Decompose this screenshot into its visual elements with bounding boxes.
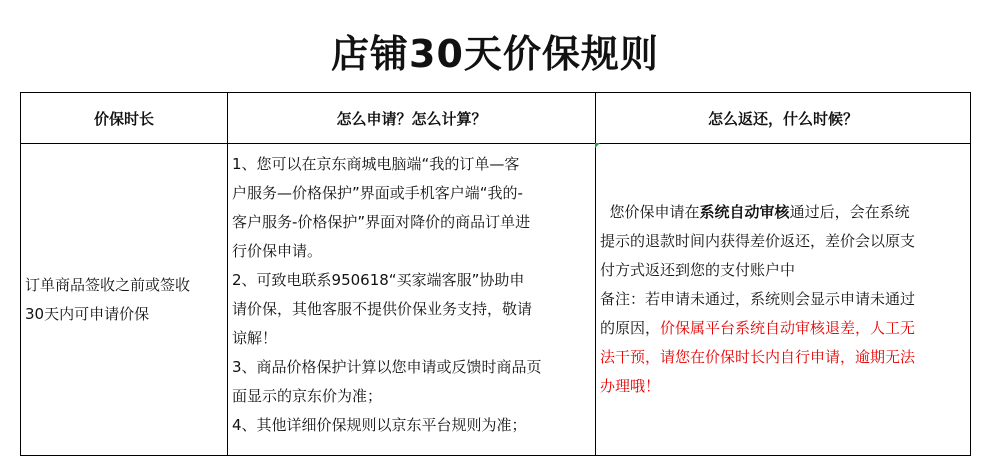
apply-text-line: 谅解！ [232, 329, 278, 347]
refund-text-line: 提示的退款时间内获得差价返还，差价会以原支 [600, 232, 916, 250]
refund-line1-suffix: 通过后，会在系统 [789, 203, 910, 221]
cell-comment-marker [595, 143, 600, 148]
table-header-row [21, 93, 971, 144]
refund-text-line: 付方式返还到您的支付账户中 [600, 261, 796, 279]
apply-text-line: 户服务—价格保护”界面或手机客户端“我的- [232, 184, 523, 202]
duration-cell [21, 144, 228, 456]
table-row [21, 144, 971, 456]
apply-text-line: 客户服务-价格保护”界面对降价的商品订单进 [232, 213, 531, 231]
apply-text-line: 行价保申请。 [232, 242, 323, 260]
header-how-to-refund: 怎么返还，什么时候？ [596, 93, 971, 144]
refund-note-line: 备注：若申请未通过，系统则会显示申请未通过 [600, 290, 916, 308]
apply-method-cell [228, 144, 596, 456]
auto-review-emphasis: 系统自动审核 [699, 203, 790, 221]
price-protection-rules-table [20, 92, 971, 456]
refund-text-line [600, 198, 966, 227]
warning-text: 价保属平台系统自动审核退差，人工无 [660, 319, 916, 337]
refund-line5-prefix: 的原因， [600, 319, 661, 337]
warning-text: 法干预，请您在价保时长内自行申请，逾期无法 [600, 348, 916, 366]
apply-text-line: 2、可致电联系950618“买家端客服”协助申 [232, 271, 525, 289]
refund-note-line [600, 314, 966, 343]
apply-text-line: 3、商品价格保护计算以您申请或反馈时商品页 [232, 358, 542, 376]
warning-text: 办理哦！ [600, 377, 661, 395]
duration-text-line: 30天内可申请价保 [25, 304, 150, 323]
duration-text-line: 订单商品签收之前或签收 [25, 275, 191, 294]
header-duration: 价保时长 [21, 93, 228, 144]
page-title: 店铺30天价保规则 [331, 32, 659, 76]
header-how-to-apply: 怎么申请？怎么计算？ [228, 93, 596, 144]
apply-text-line: 面显示的京东价为准； [232, 387, 383, 405]
refund-line1-prefix: 您价保申请在 [600, 203, 700, 221]
refund-method-cell [596, 144, 971, 456]
apply-text-line: 4、其他详细价保规则以京东平台规则为准； [232, 416, 527, 434]
apply-text-line: 请价保，其他客服不提供价保业务支持，敬请 [232, 300, 533, 318]
apply-text-line: 1、您可以在京东商城电脑端“我的订单—客 [232, 155, 520, 173]
